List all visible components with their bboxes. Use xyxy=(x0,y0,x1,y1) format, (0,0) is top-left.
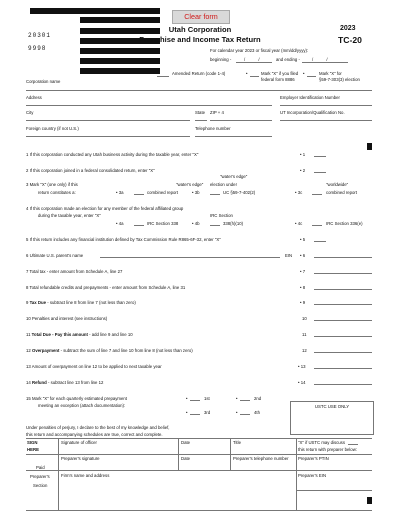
line-5-text: 5 If this return includes any financial institution defined by Tax Commission Rule R865-6F-32, enter "X" xyxy=(26,237,221,242)
federal-8886-checkbox[interactable] xyxy=(250,76,259,77)
line-13-field[interactable] xyxy=(314,368,372,369)
period-text: For calendar year 2023 or fiscal year (mm/dd/yyyy): xyxy=(210,48,309,53)
sign-divider xyxy=(58,438,59,454)
sign-top-rule xyxy=(26,438,372,439)
form-id: TC-20 xyxy=(338,35,362,45)
line-1-checkbox[interactable] xyxy=(314,156,326,157)
line-1-num: • 1 xyxy=(300,152,306,157)
preparer-ein-rule xyxy=(296,490,372,491)
line-2-num: • 2 xyxy=(300,168,306,173)
line-10-field[interactable] xyxy=(314,320,372,321)
form-title-line1: Utah Corporation xyxy=(168,25,232,34)
line-6-ein-field[interactable] xyxy=(314,257,372,258)
here-label: HERE xyxy=(27,447,39,452)
clear-form-button[interactable]: Clear form xyxy=(172,10,230,24)
state-field[interactable] xyxy=(195,120,207,121)
officer-signature-field[interactable]: Signature of officer xyxy=(61,440,97,445)
officer-date-field[interactable]: Date xyxy=(181,440,191,445)
line-3a-num: • 3a xyxy=(116,190,124,195)
line-12-field[interactable] xyxy=(314,352,372,353)
line-7-field[interactable] xyxy=(314,273,372,274)
section-label: Section xyxy=(33,483,48,488)
firm-name-field[interactable]: Firm's name and address xyxy=(61,473,110,478)
line-14-field[interactable] xyxy=(314,384,372,385)
line-9-text: 9 Tax Due - subtract line 8 from line 7 (not less than zero) xyxy=(26,300,136,305)
federal-8886-bullet: • xyxy=(246,71,248,76)
city-label: City xyxy=(26,110,34,115)
line-6-text: 6 Ultimate U.S. parent's name xyxy=(26,253,84,258)
line-4c-num: • 4c xyxy=(295,221,303,226)
line-3c-q: "worldwide" xyxy=(326,182,349,187)
amended-code-field[interactable] xyxy=(157,76,169,77)
line-5-checkbox[interactable] xyxy=(314,241,326,242)
sign-divider xyxy=(230,438,231,454)
line-3c-checkbox[interactable] xyxy=(312,194,322,195)
paid-label: Paid xyxy=(36,465,45,470)
q3-checkbox[interactable] xyxy=(190,414,200,415)
phone-field[interactable] xyxy=(195,136,272,137)
line-1-text: 1 If this corporation conducted any Utah business activity during the taxable year, enter "X" xyxy=(26,152,199,157)
line-8-field[interactable] xyxy=(314,289,372,290)
line-5-num: • 5 xyxy=(300,237,306,242)
line-13-num: • 13 xyxy=(298,364,306,369)
line-2-text: 2 If this corporation joined in a federal consolidated return, enter "X" xyxy=(26,168,155,173)
form-code-top: 20301 xyxy=(28,32,52,39)
end-slashes: / / xyxy=(312,57,334,62)
preparer-ein-field[interactable]: Preparer's EIN xyxy=(298,473,327,478)
line-3a-q: "water's edge" xyxy=(176,182,204,187)
q1-checkbox[interactable] xyxy=(190,400,200,401)
line-14-num: • 14 xyxy=(298,380,306,385)
ut-id-label: UT Incorporation/Qualification No. xyxy=(280,110,345,115)
line-9-num: • 9 xyxy=(300,300,306,305)
federal-8886-label-b: federal form 8886 xyxy=(261,77,295,82)
redaction-bar xyxy=(80,68,160,74)
line-15-text: 15 Mark "X" for each quarterly estimated prepayment xyxy=(26,396,127,401)
line-4c-checkbox[interactable] xyxy=(312,225,322,226)
ending-label: and ending - xyxy=(276,57,300,62)
line-7-text: 7 Total tax - enter amount from Schedule A, line 27 xyxy=(26,269,123,274)
corp-name-field[interactable] xyxy=(26,90,372,91)
discuss-checkbox[interactable] xyxy=(348,444,358,445)
q2-label: 2nd xyxy=(254,396,262,401)
redaction-bar xyxy=(80,58,160,64)
begin-slashes: / / xyxy=(244,57,266,62)
q4-bullet: • xyxy=(236,410,238,415)
q4-checkbox[interactable] xyxy=(240,414,250,415)
sign-mid-rule xyxy=(26,454,372,455)
line-2-checkbox[interactable] xyxy=(314,172,326,173)
election-bullet: • xyxy=(303,71,305,76)
preparer-phone-field[interactable]: Preparer's telephone number xyxy=(233,456,289,461)
q4-label: 4th xyxy=(254,410,260,415)
q3-label: 3rd xyxy=(204,410,211,415)
line-10-text: 10 Penalties and interest (see instructions) xyxy=(26,316,108,321)
tax-year: 2023 xyxy=(340,25,356,32)
federal-8886-label-a: Mark "X" if you filed xyxy=(261,71,299,76)
line-4c-text: IRC Section 336(e) xyxy=(326,221,363,226)
q3-bullet: • xyxy=(186,410,188,415)
line-3-text-b: return constitutes a: xyxy=(38,190,76,195)
discuss-label-1: "X" if USTC may discuss xyxy=(298,440,345,445)
line-4b-text2: 338(h)(10) xyxy=(223,221,244,226)
line-15-text-b: meeting an exception (attach documentation): xyxy=(38,403,126,408)
discuss-label-2: this return with preparer below: xyxy=(298,447,357,452)
election-label-a: Mark "X" for xyxy=(319,71,342,76)
line-4b-checkbox[interactable] xyxy=(210,225,220,226)
line-9-field[interactable] xyxy=(314,304,372,305)
beginning-label: beginning - xyxy=(210,57,232,62)
line-6-num: • 6 xyxy=(300,253,306,258)
preparer-divider xyxy=(296,454,297,510)
line-3b-checkbox[interactable] xyxy=(210,194,220,195)
corp-name-label: Corporation name xyxy=(26,79,61,84)
line-4a-text: IRC Section 338 xyxy=(147,221,179,226)
line-4b-num: • 4b xyxy=(192,221,200,226)
line-3a-text: combined report xyxy=(147,190,179,195)
ut-id-field[interactable] xyxy=(280,120,372,121)
preparer-divider xyxy=(230,454,231,470)
corner-marker xyxy=(367,143,372,150)
preparer-rule xyxy=(26,470,372,471)
q2-checkbox[interactable] xyxy=(240,400,250,401)
q1-label: 1st xyxy=(204,396,210,401)
preparer-signature-field[interactable]: Preparer's signature xyxy=(61,456,100,461)
line-3c-num: • 3c xyxy=(295,190,303,195)
line-4-text-b: during the taxable year, enter "X" xyxy=(38,213,101,218)
city-field[interactable] xyxy=(26,120,190,121)
redaction-bar xyxy=(80,48,160,54)
ustc-use-only-box xyxy=(290,401,374,435)
form-code-bottom: 9998 xyxy=(28,45,47,52)
line-13-text: 13 Amount of overpayment on line 12 to be applied to next taxable year xyxy=(26,364,162,369)
line-3b-text: UC §59-7-402(2) xyxy=(223,190,256,195)
officer-title-field[interactable]: Title xyxy=(233,440,241,445)
foreign-field[interactable] xyxy=(26,136,190,137)
state-label: State xyxy=(195,110,206,115)
line-12-num: 12 xyxy=(302,348,307,353)
sign-label: SIGN xyxy=(27,440,38,445)
foreign-label: Foreign country (if not U.S.) xyxy=(26,126,79,131)
line-7-num: • 7 xyxy=(300,269,306,274)
preparer-divider xyxy=(178,454,179,470)
preparer-ptin-field[interactable]: Preparer's PTIN xyxy=(298,456,329,461)
election-label-b: §59-7-303(3) election xyxy=(319,77,360,82)
line-3b-q1: "water's edge" xyxy=(220,174,248,179)
line-11-num: 11 xyxy=(302,332,307,337)
line-3a-checkbox[interactable] xyxy=(134,194,144,195)
line-4a-num: • 4a xyxy=(116,221,124,226)
redaction-bar xyxy=(80,17,160,23)
line-4-text: 4 If this corporation made an election for any member of the federal affiliated group xyxy=(26,206,184,211)
line-8-num: • 8 xyxy=(300,285,306,290)
form-title-line2: Franchise and Income Tax Return xyxy=(139,35,261,44)
ein-field[interactable] xyxy=(280,105,372,106)
preparer-date-field[interactable]: Date xyxy=(181,456,191,461)
redaction-bar xyxy=(30,8,160,14)
declaration-line2: this return and accompanying schedules are true, correct and complete. xyxy=(26,432,163,437)
preparers-label: Preparer's xyxy=(30,474,50,479)
q2-bullet: • xyxy=(236,396,238,401)
ein-label: Employer Identification Number xyxy=(280,95,340,100)
line-6-ein-label: EIN xyxy=(285,253,293,258)
amended-bullet: • xyxy=(153,71,155,76)
preparer-bottom-rule xyxy=(26,510,372,511)
zip-label: ZIP + 4 xyxy=(210,110,224,115)
line-11-field[interactable] xyxy=(314,336,372,337)
address-field[interactable] xyxy=(26,105,272,106)
phone-label: Telephone number xyxy=(195,126,231,131)
election-checkbox[interactable] xyxy=(307,76,316,77)
line-6-parent-name-field[interactable] xyxy=(100,257,280,258)
amended-label: Amended Return (code 1-4) xyxy=(172,71,226,76)
line-8-text: 8 Total refundable credits and prepayments - enter amount from Schedule A, line 31 xyxy=(26,285,186,290)
line-4b-text1: IRC Section xyxy=(210,213,233,218)
line-10-num: 10 xyxy=(302,316,307,321)
sign-divider xyxy=(178,438,179,454)
preparer-divider xyxy=(58,454,59,510)
line-3-text: 3 Mark "X" (one only) if this xyxy=(26,182,78,187)
line-14-text: 14 Refund - subtract line 13 from line 12 xyxy=(26,380,104,385)
sign-divider xyxy=(296,438,297,454)
address-label: Address xyxy=(26,95,42,100)
line-3c-text: combined report xyxy=(326,190,358,195)
corner-marker xyxy=(367,497,372,504)
line-3b-num: • 3b xyxy=(192,190,200,195)
line-11-text: 11 Total Due - Pay this amount - add line 9 and line 10 xyxy=(26,332,133,337)
zip-field[interactable] xyxy=(210,120,272,121)
line-3b-q2: election under xyxy=(210,182,237,187)
line-12-text: 12 Overpayment - subtract the sum of line 7 and line 10 from line 8 (not less than zero) xyxy=(26,348,193,353)
q1-bullet: • xyxy=(186,396,188,401)
ustc-use-only-label: USTC USE ONLY xyxy=(314,404,350,409)
declaration-line1: Under penalties of perjury, I declare to the best of my knowledge and belief, xyxy=(26,425,170,430)
line-4a-checkbox[interactable] xyxy=(134,225,144,226)
